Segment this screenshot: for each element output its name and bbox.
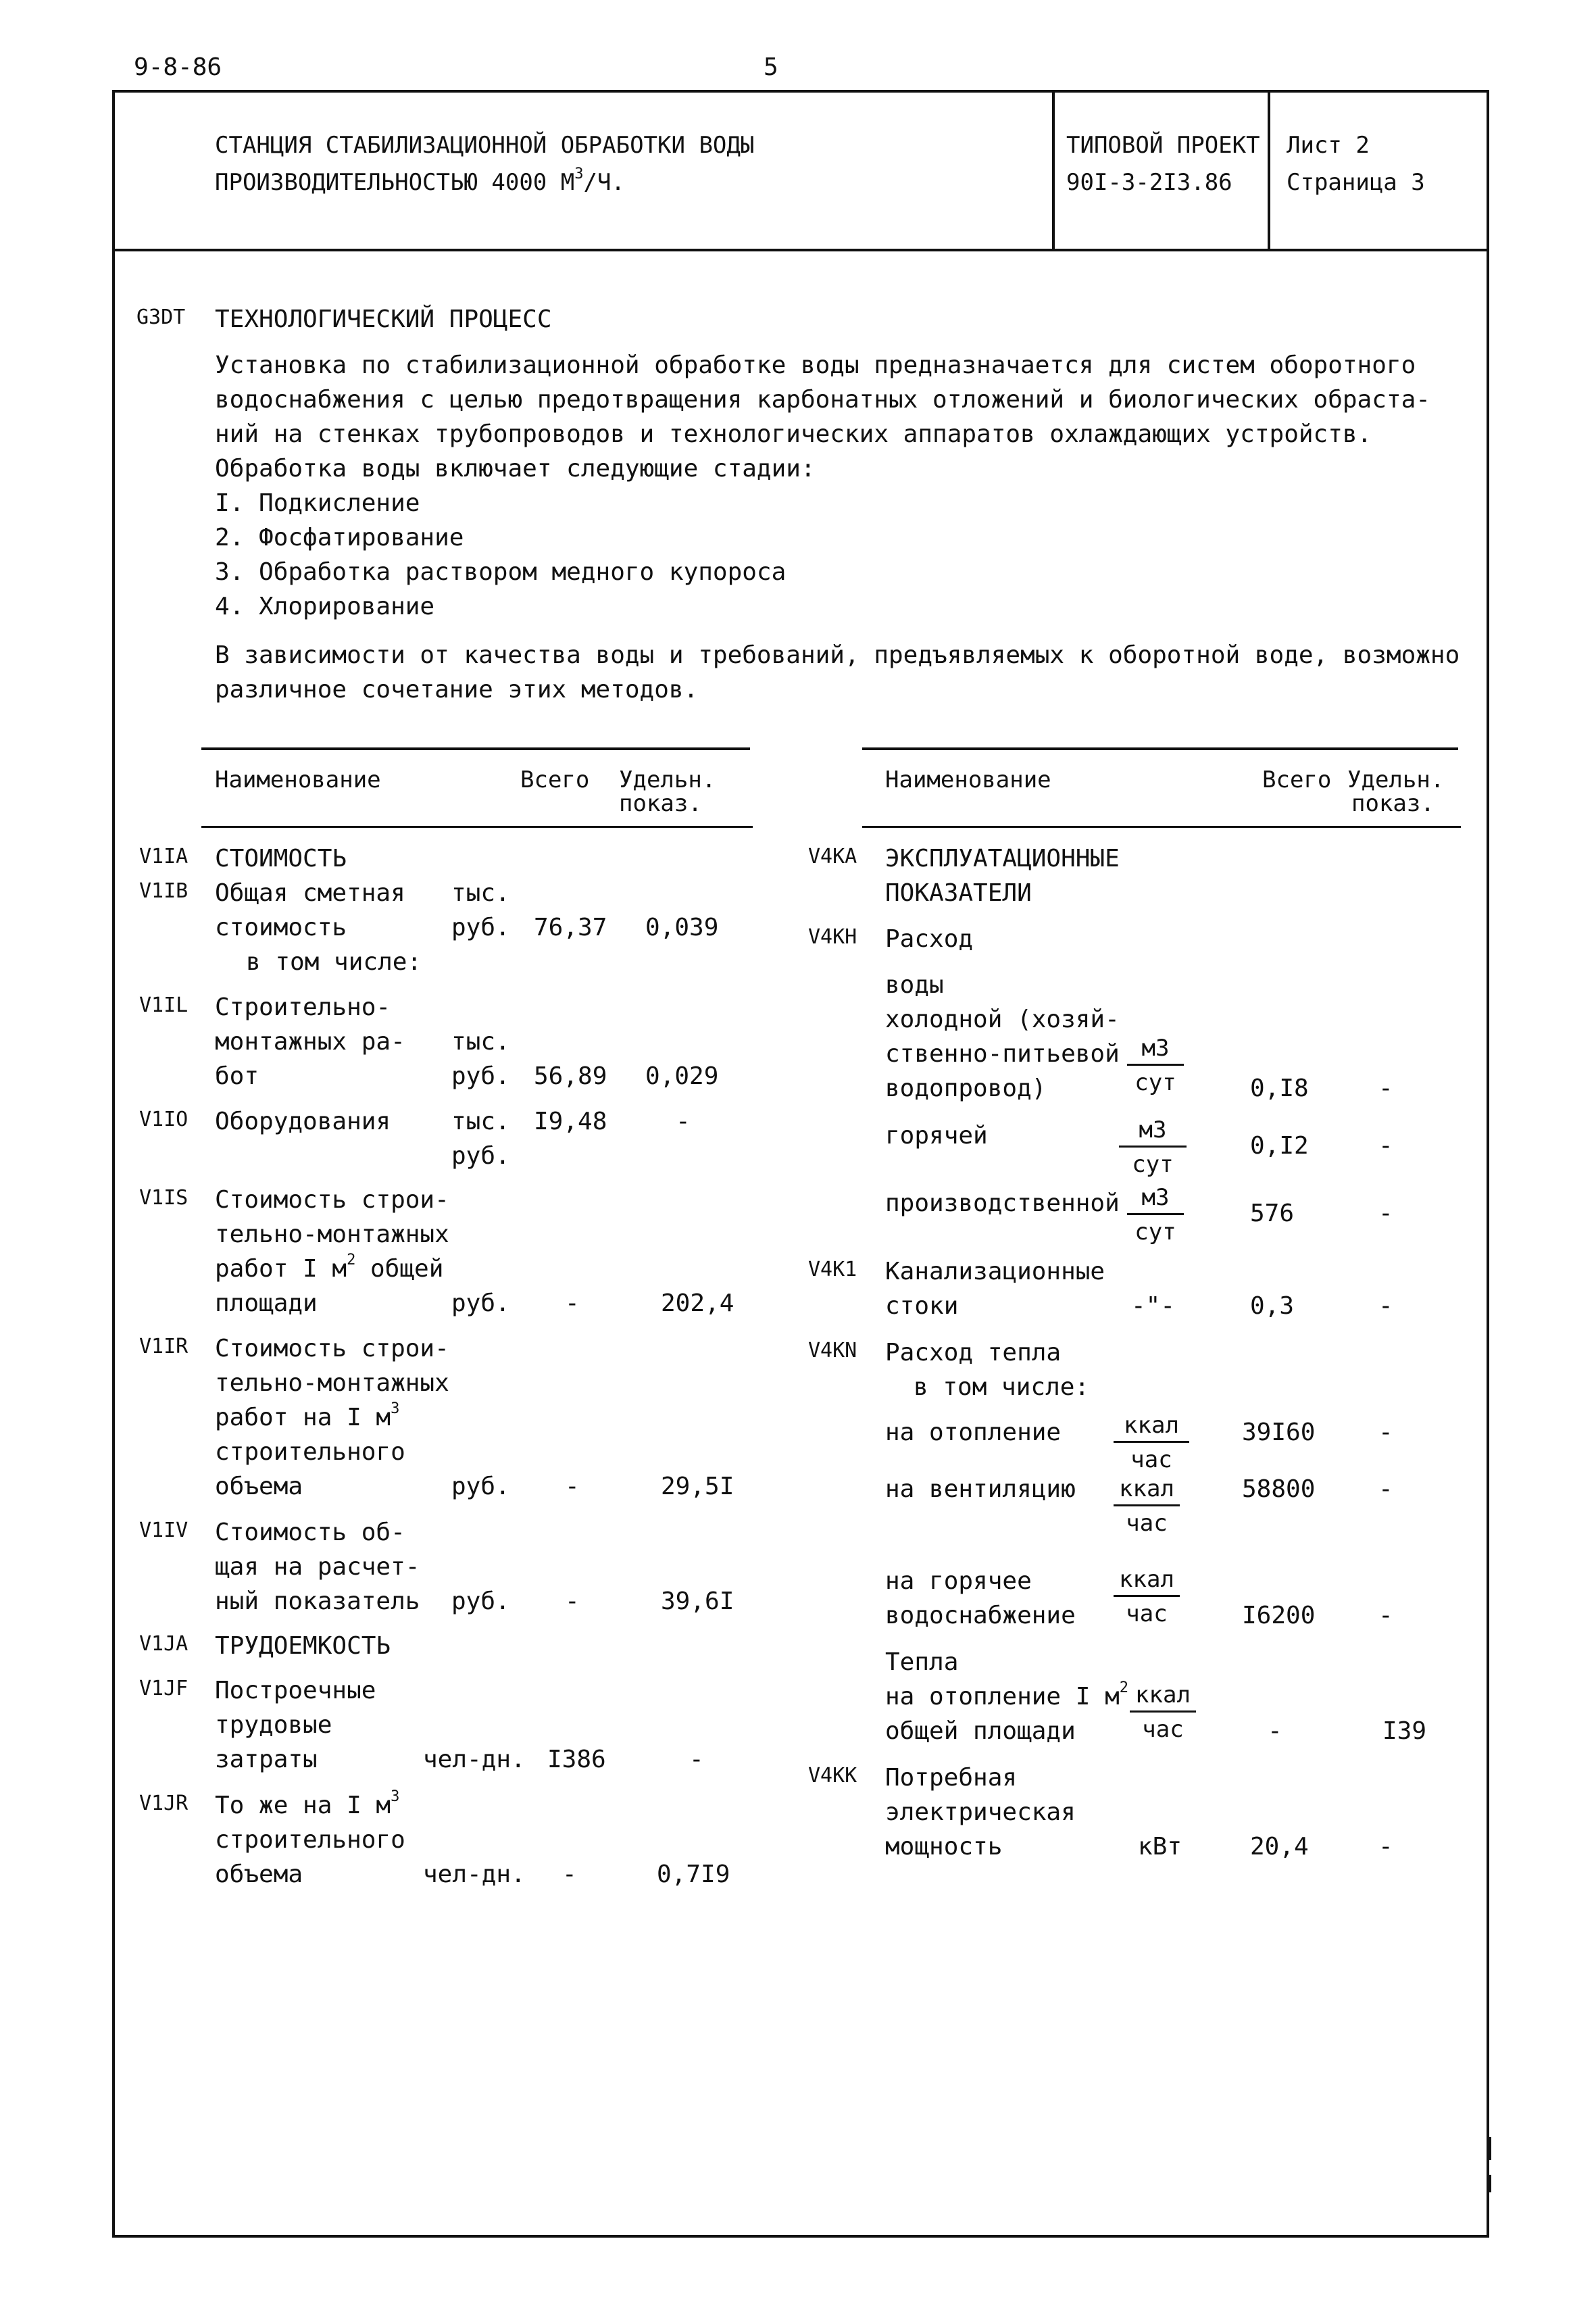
specific-value: 0,029 <box>645 1062 719 1090</box>
paragraph-line: ний на стенках трубопроводов и технологических аппаратов охлаждающих устройств. <box>215 420 1372 448</box>
total-value: I9,48 <box>534 1108 607 1135</box>
paragraph-line: Обработка воды включает следующие стадии: <box>215 455 816 483</box>
section-title: ТЕХНОЛОГИЧЕСКИЙ ПРОЦЕСС <box>215 305 552 333</box>
sewage-label: Канализационные <box>885 1258 1105 1285</box>
labor-label: затраты <box>215 1746 318 1773</box>
smr-label: Строительно- <box>215 993 391 1021</box>
total-value: 576 <box>1250 1200 1295 1227</box>
section-code: G3DT <box>136 305 186 329</box>
specific-value: - <box>1378 1292 1393 1320</box>
left-header-spec-2: показ. <box>619 790 702 817</box>
labor-label: Построечные <box>215 1677 376 1704</box>
ops-title: ПОКАЗАТЕЛИ <box>885 879 1032 907</box>
unit: руб. <box>451 1142 510 1170</box>
specific-value: - <box>689 1746 704 1773</box>
cost-per-m2-label: площади <box>215 1289 318 1317</box>
row-code: V4KK <box>808 1764 857 1788</box>
hot-water-label: горячей <box>885 1122 988 1150</box>
sheet-number: Лист 2 <box>1287 132 1370 159</box>
cost-per-m2-label: работ I $м^2$ общей <box>215 1252 444 1283</box>
row-code: V1IO <box>139 1108 189 1131</box>
specific-value: - <box>1378 1419 1393 1446</box>
row-code: V1IR <box>139 1335 189 1358</box>
row-code: V1IA <box>139 845 189 868</box>
unit: чел-дн. <box>423 1861 526 1888</box>
general-cost-label: Общая сметная <box>215 879 405 907</box>
total-value: 0,I8 <box>1250 1075 1309 1102</box>
labor-m3-label: строительного <box>215 1826 405 1854</box>
ops-title: ЭКСПЛУАТАЦИОННЫЕ <box>885 845 1120 872</box>
right-header-spec-2: показ. <box>1351 790 1435 817</box>
equipment-label: Оборудования <box>215 1108 391 1135</box>
paragraph-line: различное сочетание этих методов. <box>215 676 699 704</box>
row-code: V1JF <box>139 1677 189 1700</box>
total-value: 0,I2 <box>1250 1132 1309 1160</box>
smr-label: монтажных ра- <box>215 1028 405 1056</box>
sewage-label: стоки <box>885 1292 959 1320</box>
specific-value: 202,4 <box>661 1289 734 1317</box>
cold-water-label: водопровод) <box>885 1075 1047 1102</box>
left-header-name: Наименование <box>215 766 381 793</box>
page-line: Страница 3 <box>1287 169 1425 196</box>
hot-water-supply-label: водоснабжение <box>885 1602 1076 1629</box>
total-value: - <box>562 1861 577 1888</box>
total-value: - <box>565 1473 580 1500</box>
unit: чел-дн. <box>423 1746 526 1773</box>
right-table-header-rule <box>862 826 1461 828</box>
unit: руб. <box>451 1473 510 1500</box>
power-label: Потребная <box>885 1764 1018 1792</box>
specific-value: 39,6I <box>661 1587 734 1615</box>
smr-label: бот <box>215 1062 259 1090</box>
cost-per-calc-label: щая на расчет- <box>215 1553 420 1581</box>
row-code: V1IL <box>139 993 189 1017</box>
right-header-total: Всего <box>1262 766 1332 793</box>
water-sub: воды <box>885 971 944 999</box>
stage-item: I. Подкисление <box>215 489 420 517</box>
row-code: V4K1 <box>808 1258 857 1281</box>
stage-item: 3. Обработка раствором медного купороса <box>215 558 787 586</box>
project-label: ТИПОВОЙ ПРОЕКТ <box>1066 132 1260 159</box>
ventilation-unit: ккал час <box>1114 1477 1180 1535</box>
row-code: V4KA <box>808 845 857 868</box>
title-block-divider-1 <box>1052 90 1055 250</box>
cost-per-m3-label: объема <box>215 1473 303 1500</box>
hot-water-unit: м3 сут <box>1119 1118 1187 1176</box>
unit: кВт <box>1138 1833 1182 1861</box>
labor-m3-label: То же на I $м^3$ <box>215 1788 400 1819</box>
row-code: V1IV <box>139 1519 189 1542</box>
project-code: 90I-3-2I3.86 <box>1066 169 1232 196</box>
row-code: V1JR <box>139 1792 189 1815</box>
unit: тыс. <box>451 879 510 907</box>
left-table-header-rule <box>201 826 753 828</box>
general-cost-label: стоимость <box>215 914 347 941</box>
total-value: 39I60 <box>1242 1419 1316 1446</box>
cold-water-label: ственно-питьевой <box>885 1040 1120 1068</box>
heating-unit: ккал час <box>1114 1414 1189 1471</box>
cost-per-m2-label: Стоимость строи- <box>215 1186 449 1214</box>
heating-label: на отопление <box>885 1419 1062 1446</box>
heat-title: Расход тепла <box>885 1339 1062 1367</box>
total-value: I6200 <box>1242 1602 1316 1629</box>
title-block-bottom-rule <box>112 249 1487 251</box>
unit: руб. <box>451 1289 510 1317</box>
specific-value: 0,039 <box>645 914 719 941</box>
power-label: электрическая <box>885 1798 1076 1826</box>
row-code: V1JA <box>139 1632 189 1656</box>
labor-m3-label: объема <box>215 1861 303 1888</box>
specific-value: - <box>1378 1132 1393 1160</box>
specific-value: - <box>1378 1475 1393 1503</box>
row-code: V4KH <box>808 925 857 949</box>
general-cost-label: в том числе: <box>246 948 422 976</box>
left-header-total: Всего <box>520 766 590 793</box>
cold-water-label: холодной (хозяй- <box>885 1006 1120 1033</box>
total-value: 56,89 <box>534 1062 607 1090</box>
labor-title: ТРУДОЕМКОСТЬ <box>215 1632 391 1660</box>
specific-value: 0,7I9 <box>657 1861 730 1888</box>
scan-mark <box>1489 2175 1491 2192</box>
unit: тыс. <box>451 1028 510 1056</box>
header-title-line1: СТАНЦИЯ СТАБИЛИЗАЦИОННОЙ ОБРАБОТКИ ВОДЫ <box>215 132 755 159</box>
stage-item: 2. Фосфатирование <box>215 524 464 551</box>
process-water-label: производственной <box>885 1189 1120 1217</box>
cost-per-m3-label: тельно-монтажных <box>215 1369 449 1397</box>
cost-per-calc-label: Стоимость об- <box>215 1519 405 1546</box>
header-title-line2: ПРОИЗВОДИТЕЛЬНОСТЬЮ 4000 $М^3/Ч$. <box>215 166 625 196</box>
hot-water-supply-unit: ккал час <box>1114 1568 1180 1625</box>
specific-value: - <box>1378 1075 1393 1102</box>
row-code: V1IB <box>139 879 189 903</box>
title-block-divider-2 <box>1268 90 1270 250</box>
right-header-name: Наименование <box>885 766 1051 793</box>
scan-mark <box>1489 2137 1491 2160</box>
cost-per-m2-label: тельно-монтажных <box>215 1221 449 1248</box>
specific-value: I39 <box>1382 1717 1427 1745</box>
specific-value: - <box>676 1108 691 1135</box>
specific-value: - <box>1378 1602 1393 1629</box>
left-header-spec: Удельн. <box>619 766 716 793</box>
cost-per-m3-label: строительного <box>215 1438 405 1466</box>
heat-incl: в том числе: <box>914 1373 1090 1401</box>
specific-value: 29,5I <box>661 1473 734 1500</box>
paragraph-line: В зависимости от качества воды и требований, предъявляемых к оборотной воде, возможно <box>215 641 1460 669</box>
cost-title: СТОИМОСТЬ <box>215 845 347 872</box>
total-value: 58800 <box>1242 1475 1316 1503</box>
power-label: мощность <box>885 1833 1003 1861</box>
total-value: - <box>565 1587 580 1615</box>
cost-per-calc-label: ный показатель <box>215 1587 420 1615</box>
total-value: - <box>1268 1717 1282 1745</box>
unit: руб. <box>451 1587 510 1615</box>
water-title: Расход <box>885 925 974 953</box>
total-value: I386 <box>547 1746 606 1773</box>
paragraph-line: Установка по стабилизационной обработке воды предназначается для систем оборотного <box>215 351 1416 379</box>
heat-per-area-label: общей площади <box>885 1717 1076 1745</box>
ventilation-label: на вентиляцию <box>885 1475 1076 1503</box>
process-water-unit: м3 сут <box>1127 1186 1184 1244</box>
total-value: 76,37 <box>534 914 607 941</box>
unit: -"- <box>1131 1292 1176 1320</box>
labor-label: трудовые <box>215 1711 332 1739</box>
stage-item: 4. Хлорирование <box>215 593 435 620</box>
unit: руб. <box>451 1062 510 1090</box>
total-value: 0,3 <box>1250 1292 1295 1320</box>
page-number: 5 <box>764 53 778 81</box>
specific-value: - <box>1378 1833 1393 1861</box>
total-value: 20,4 <box>1250 1833 1309 1861</box>
doc-code: 9-8-86 <box>134 53 222 81</box>
row-code: V1IS <box>139 1186 189 1210</box>
left-table-top-rule <box>201 747 750 750</box>
unit: тыс. <box>451 1108 510 1135</box>
heat-per-area-unit: ккал час <box>1130 1683 1196 1741</box>
right-header-spec: Удельн. <box>1347 766 1445 793</box>
right-table-top-rule <box>862 747 1458 750</box>
hot-water-supply-label: на горячее <box>885 1567 1032 1595</box>
heat-per-area-label: на отопление I $м^2$ <box>885 1679 1129 1710</box>
row-code: V4KN <box>808 1339 857 1362</box>
unit: руб. <box>451 914 510 941</box>
cost-per-m3-label: Стоимость строи- <box>215 1335 449 1362</box>
specific-value: - <box>1378 1200 1393 1227</box>
cold-water-unit: м3 сут <box>1127 1037 1184 1094</box>
cost-per-m3-label: работ на I $м^3$ <box>215 1400 400 1431</box>
total-value: - <box>565 1289 580 1317</box>
heat-per-area-label: Тепла <box>885 1648 959 1676</box>
paragraph-line: водоснабжения с целью предотвращения карбонатных отложений и биологических обраста- <box>215 386 1430 414</box>
